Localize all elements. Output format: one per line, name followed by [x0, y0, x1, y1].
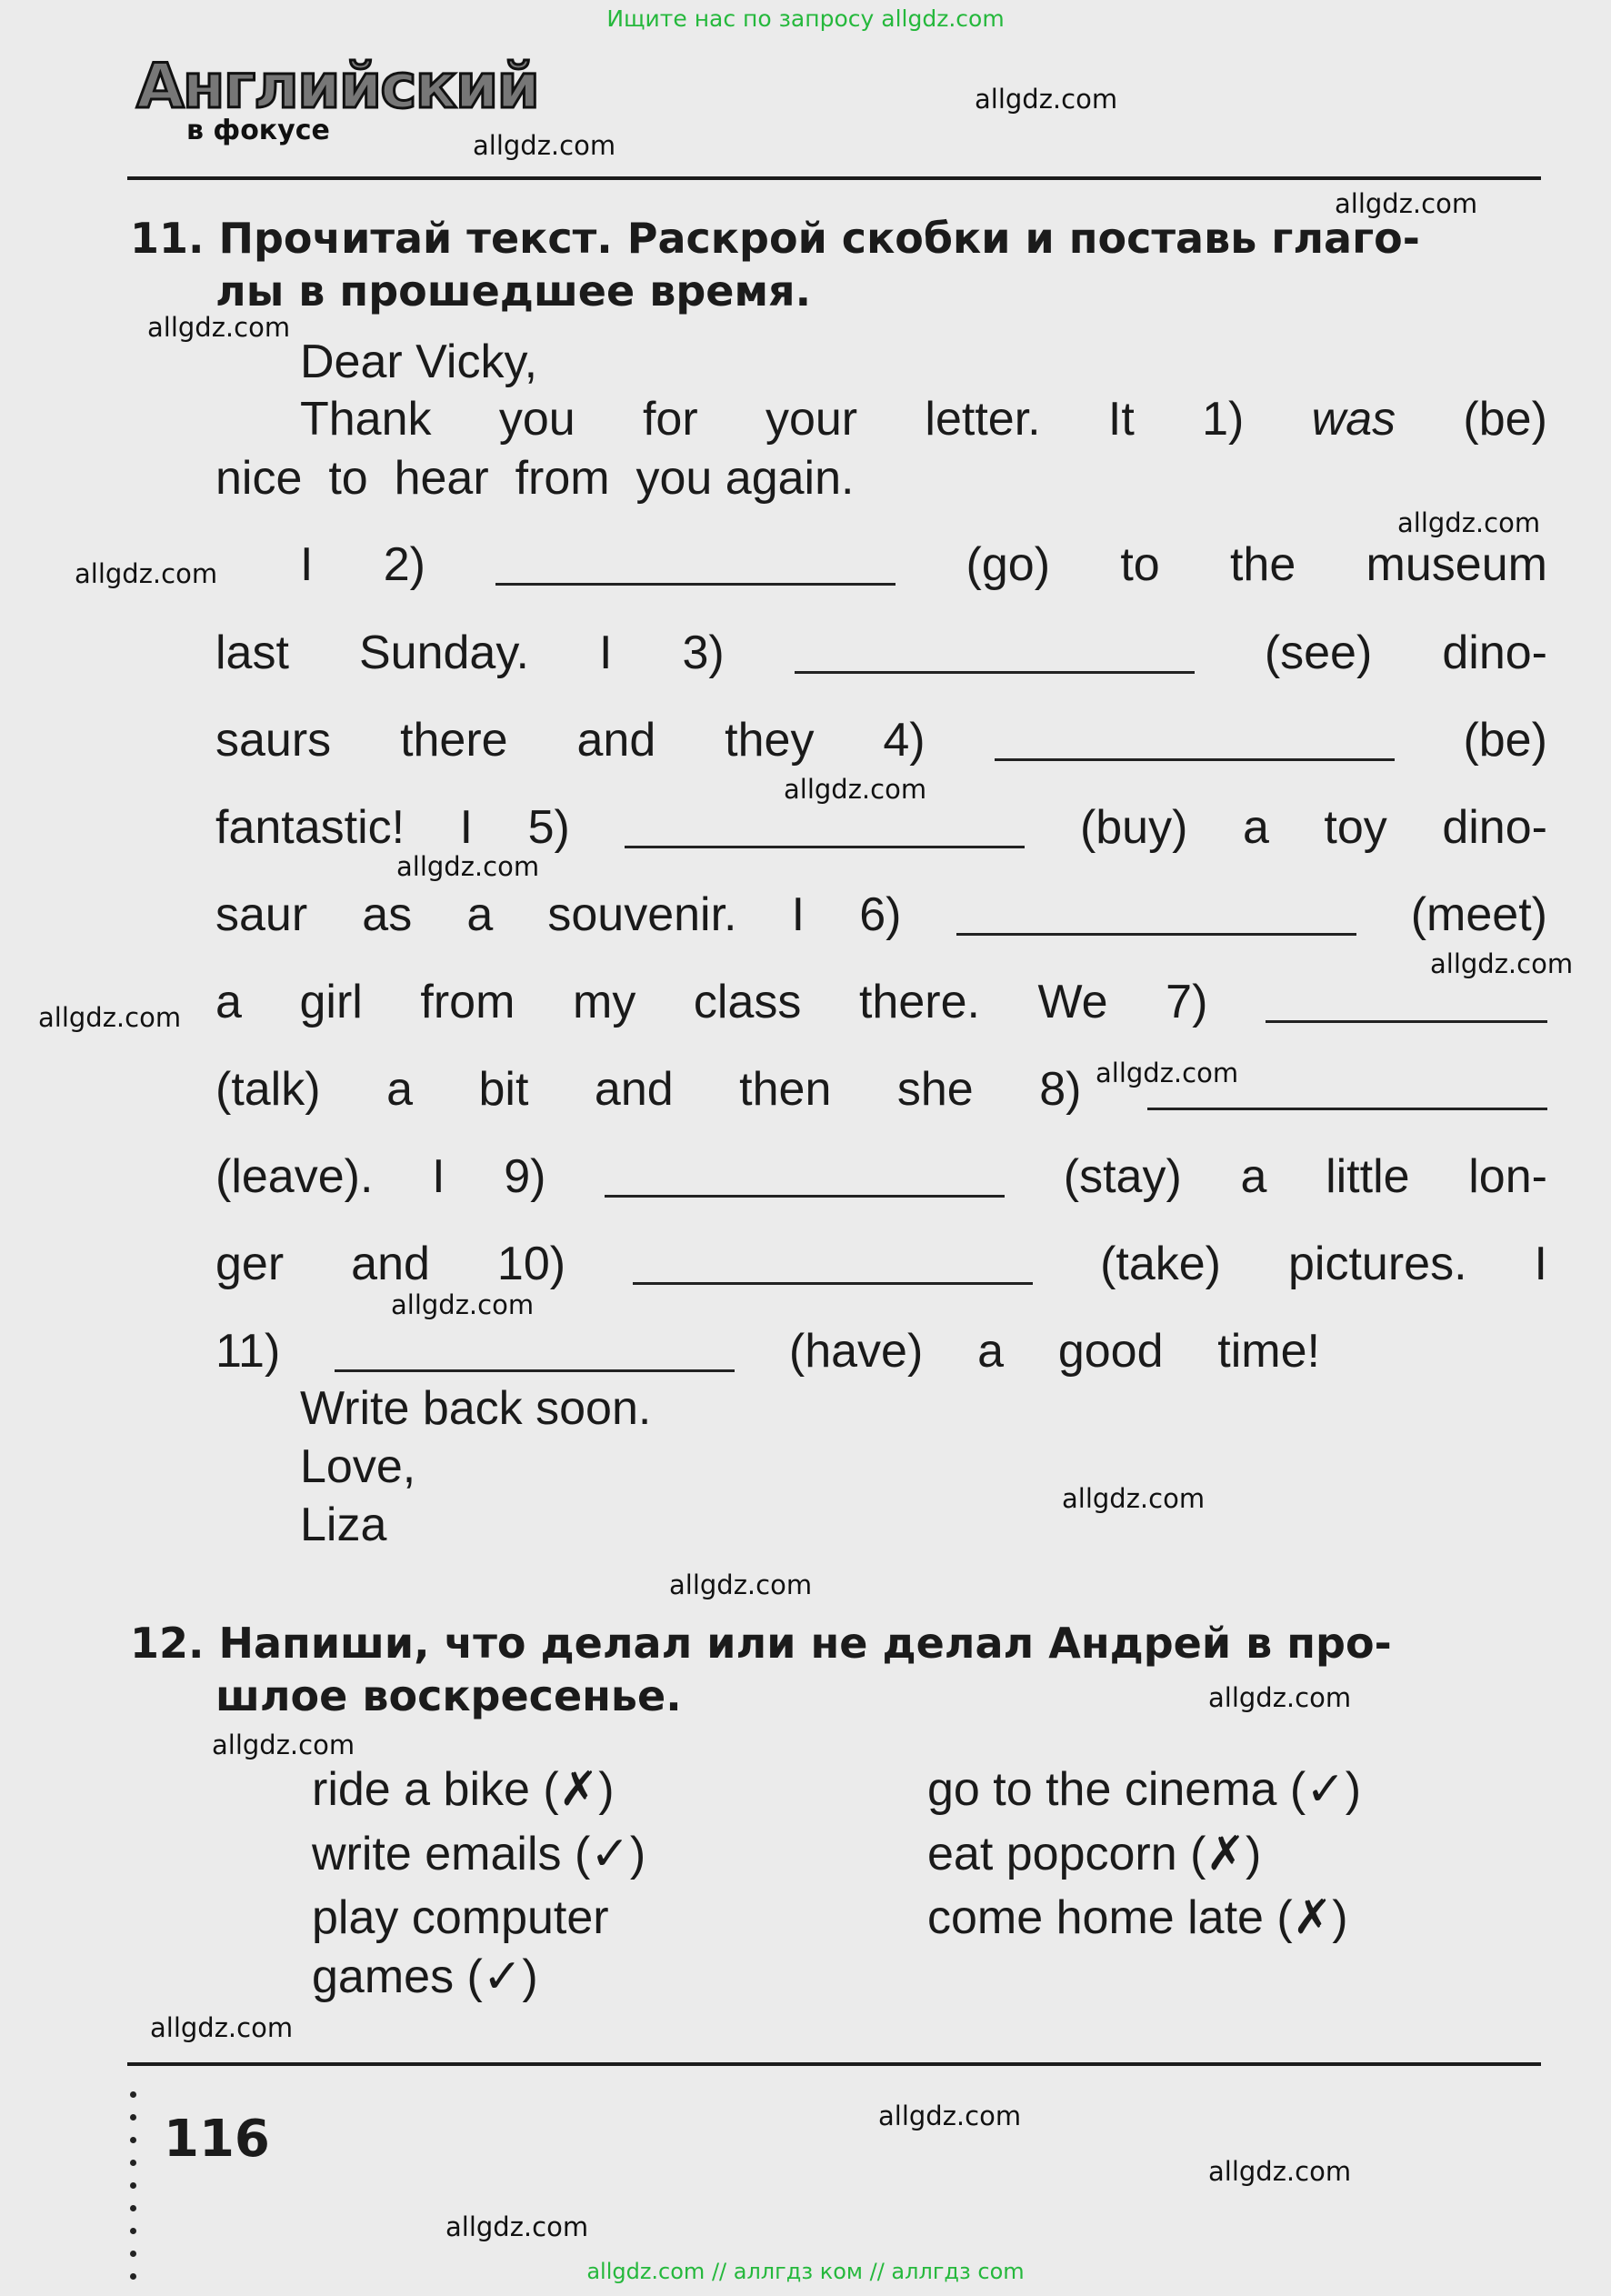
letter-line-12 — [215, 1325, 1320, 1378]
word: the — [1229, 538, 1296, 591]
word: (see) — [1264, 627, 1373, 679]
watermark: allgdz.com — [669, 1569, 813, 1600]
word: 11) — [215, 1325, 281, 1378]
book-logo: Английский — [136, 51, 538, 123]
watermark: allgdz.com — [445, 2211, 589, 2242]
watermark: allgdz.com — [38, 1002, 182, 1033]
answer-blank-9[interactable] — [605, 1153, 1005, 1198]
watermark: allgdz.com — [1062, 1483, 1206, 1514]
answer-blank-2[interactable] — [495, 541, 896, 586]
letter-line-9 — [215, 1063, 1547, 1116]
word: lon- — [1468, 1150, 1547, 1203]
watermark: allgdz.com — [878, 2100, 1022, 2131]
word: you — [498, 393, 575, 446]
watermark: allgdz.com — [1397, 507, 1541, 538]
top-banner[interactable]: Ищите нас по запросу allgdz.com — [606, 5, 1005, 32]
watermark: allgdz.com — [1208, 1682, 1352, 1713]
word: I — [432, 1150, 445, 1203]
word: you again. — [635, 452, 855, 505]
word: she — [896, 1063, 974, 1116]
word: a — [1242, 801, 1269, 854]
word: 6) — [859, 888, 902, 941]
word: (be) — [1463, 393, 1547, 446]
word: last — [215, 627, 289, 679]
word: a — [215, 976, 242, 1028]
word: I — [1534, 1238, 1547, 1290]
bottom-banner[interactable]: allgdz.com // аллгдз ком // аллгдз com — [586, 2259, 1025, 2284]
word: a — [977, 1325, 1005, 1378]
word: then — [739, 1063, 832, 1116]
word: souvenir. — [547, 888, 737, 941]
word: (have) — [788, 1325, 924, 1378]
word: for — [642, 393, 698, 446]
word: nice — [215, 452, 303, 505]
word: 5) — [527, 801, 570, 854]
letter-line-8 — [215, 978, 1547, 1026]
word: class — [693, 976, 802, 1028]
task12-heading-2: шлое воскресенье. — [215, 1671, 682, 1720]
top-rule — [127, 176, 1541, 180]
word: dino- — [1442, 801, 1547, 854]
word: from — [515, 452, 610, 505]
letter-line-10 — [215, 1150, 1547, 1203]
task12-heading-1: 12. Напиши, что делал или не делал Андрей в про- — [130, 1619, 1392, 1668]
task12-left-2: write emails (✓) — [312, 1828, 646, 1880]
watermark: allgdz.com — [75, 558, 218, 589]
task11-heading-2: лы в прошедшее время. — [215, 266, 812, 316]
word: Sunday. — [358, 627, 529, 679]
word: and — [351, 1238, 430, 1290]
watermark: allgdz.com — [212, 1730, 355, 1760]
letter-line-6 — [215, 801, 1547, 854]
word: 7) — [1166, 976, 1208, 1028]
letter-line-4 — [215, 629, 1547, 677]
word: hear — [394, 452, 489, 505]
word: pictures. — [1288, 1238, 1467, 1290]
word: as — [362, 888, 413, 941]
word: letter. — [925, 393, 1041, 446]
watermark: allgdz.com — [147, 312, 291, 343]
word: your — [765, 393, 858, 446]
word: to — [1120, 538, 1160, 591]
watermark: allgdz.com — [1430, 948, 1574, 979]
letter-line-5 — [215, 714, 1547, 767]
task12-left-1: ride a bike (✗) — [312, 1763, 615, 1816]
answer-blank-7[interactable] — [1266, 978, 1547, 1023]
word: they — [725, 714, 815, 767]
watermark: allgdz.com — [975, 84, 1118, 115]
word: a — [1240, 1150, 1267, 1203]
word: 8) — [1039, 1063, 1082, 1116]
word: fantastic! — [215, 801, 405, 854]
task12-right-2: eat popcorn (✗) — [927, 1828, 1262, 1880]
word: (be) — [1463, 714, 1547, 767]
book-logo-subtitle: в фокусе — [186, 115, 330, 146]
word: I — [459, 801, 474, 854]
word: (stay) — [1063, 1150, 1182, 1203]
word: 1) — [1202, 393, 1245, 446]
word: a — [466, 888, 494, 941]
word: (leave). — [215, 1150, 374, 1203]
watermark: allgdz.com — [1096, 1058, 1239, 1088]
answer-blank-5[interactable] — [625, 804, 1025, 848]
word: I — [791, 888, 806, 941]
letter-closing-1: Write back soon. — [300, 1382, 652, 1435]
word: I — [598, 627, 613, 679]
watermark: allgdz.com — [391, 1289, 535, 1320]
word: 4) — [883, 714, 926, 767]
task11-heading-1: 11. Прочитай текст. Раскрой скобки и поставь глаго- — [130, 214, 1420, 263]
letter-signature: Liza — [300, 1499, 387, 1551]
word: We — [1037, 976, 1108, 1028]
watermark: allgdz.com — [150, 2012, 294, 2043]
answer-blank-3[interactable] — [795, 629, 1195, 674]
word: I — [300, 538, 314, 591]
task12-right-3: come home late (✗) — [927, 1891, 1348, 1944]
word: a — [386, 1063, 413, 1116]
word: 3) — [682, 627, 725, 679]
page-margin-dots — [130, 2091, 137, 2296]
word: toy — [1324, 801, 1387, 854]
word: dino- — [1442, 627, 1547, 679]
word: to — [328, 452, 368, 505]
word: (meet) — [1410, 888, 1547, 941]
word: from — [420, 976, 515, 1028]
word: girl — [299, 976, 363, 1028]
word: time! — [1217, 1325, 1320, 1378]
word: ger — [215, 1238, 285, 1290]
word: my — [573, 976, 636, 1028]
task12-left-3: play computer — [312, 1891, 609, 1944]
bottom-rule — [127, 2062, 1541, 2066]
word: there — [400, 714, 508, 767]
watermark: allgdz.com — [1335, 188, 1478, 219]
task12-right-1: go to the cinema (✓) — [927, 1763, 1362, 1816]
word: It — [1107, 393, 1135, 446]
watermark: allgdz.com — [473, 130, 616, 161]
word: (go) — [966, 538, 1051, 591]
letter-closing-2: Love, — [300, 1440, 416, 1493]
word: saur — [215, 888, 308, 941]
word: good — [1057, 1325, 1164, 1378]
word: there. — [858, 976, 980, 1028]
word: museum — [1366, 538, 1547, 591]
word: (talk) — [215, 1063, 321, 1116]
word: Thank — [300, 393, 432, 446]
task12-left-4: games (✓) — [312, 1950, 538, 2003]
answer-blank-11[interactable] — [335, 1328, 735, 1372]
word: (take) — [1100, 1238, 1221, 1290]
answer-blank-10[interactable] — [633, 1240, 1033, 1285]
word: little — [1326, 1150, 1410, 1203]
word: 9) — [504, 1150, 546, 1203]
word: and — [594, 1063, 674, 1116]
letter-line-1 — [300, 393, 1547, 446]
watermark: allgdz.com — [1208, 2156, 1352, 2187]
word: 10) — [496, 1238, 566, 1290]
word: saurs — [215, 714, 332, 767]
word: bit — [478, 1063, 529, 1116]
watermark: allgdz.com — [396, 851, 540, 882]
letter-line-3 — [300, 538, 1547, 591]
letter-salutation: Dear Vicky, — [300, 336, 538, 388]
watermark: allgdz.com — [784, 774, 927, 805]
letter-line-2 — [215, 452, 855, 505]
word: 2) — [383, 538, 425, 591]
letter-line-7 — [215, 888, 1547, 941]
word: and — [576, 714, 656, 767]
page-number: 116 — [164, 2110, 270, 2169]
answer-blank-6[interactable] — [956, 891, 1356, 936]
letter-line-11 — [215, 1240, 1547, 1288]
example-answer: was — [1311, 393, 1396, 446]
answer-blank-4[interactable] — [995, 717, 1395, 761]
word: (buy) — [1079, 801, 1188, 854]
